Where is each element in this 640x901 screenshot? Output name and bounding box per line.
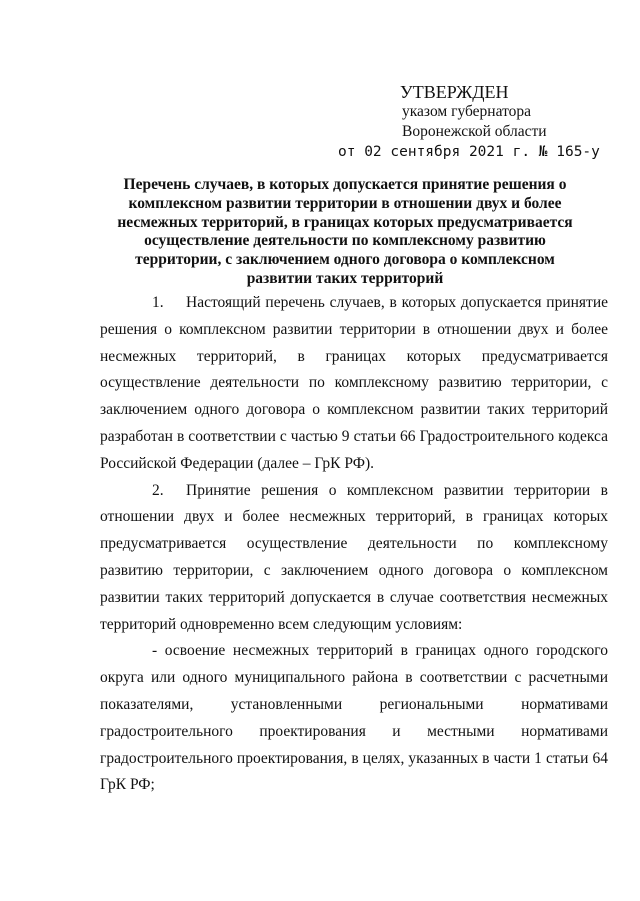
approval-line-region: Воронежской области [402,123,547,140]
approval-block [338,82,628,162]
paragraph-2 [100,478,608,639]
approval-date-line: от 02 сентября 2021 г. № 165-у [338,144,600,160]
paragraph-2-number: 2. [152,481,164,499]
document-title: Перечень случаев, в которых допускается принятие решения о комплексном развитии территории в отношении двух и более несмежных территорий, в границах которых предусматривается осуществление деятельности по комплексному развитию территории, с заключением одного договора о комплексном развитии таких территорий [117,176,573,287]
list-item: - освоение несмежных территорий в границах одного городского округа или одного муниципального района в соответствии с расчетными показателями, установленными региональными нормативами градостроительного проектирования и местными нормативами градостроительного проектирования, в целях, указанных в части 1 статьи 64 ГрК РФ; [100,642,608,794]
paragraph-2-text: Принятие решения о комплексном развитии территории в отношении двух и более несмежных территорий, в границах которых предусматривается осуществление деятельности по комплексному развитию территории, с заключением одного договора о комплексном развитии таких территорий допускается в случае соответствия несмежных территорий одновременно всем следующим условиям: [100,481,608,633]
paragraph-1-number: 1. [152,294,164,311]
document-body [100,290,608,799]
paragraph-1-text: Настоящий перечень случаев, в которых допускается принятие решения о комплексном развитии территории в отношении двух и более несмежных территорий, в границах которых предусматривается осуществление деятельности по комплексному развитию территории, с заключением одного договора о комплексном развитии таких территорий разработан в соответствии с частью 9 статьи 66 Градостроительного кодекса Российской Федерации (далее – ГрК РФ). [100,294,608,472]
approval-stamp: УТВЕРЖДЕН [400,82,509,102]
approval-line-governor: указом губернатора [402,103,532,120]
paragraph-1 [100,290,608,478]
